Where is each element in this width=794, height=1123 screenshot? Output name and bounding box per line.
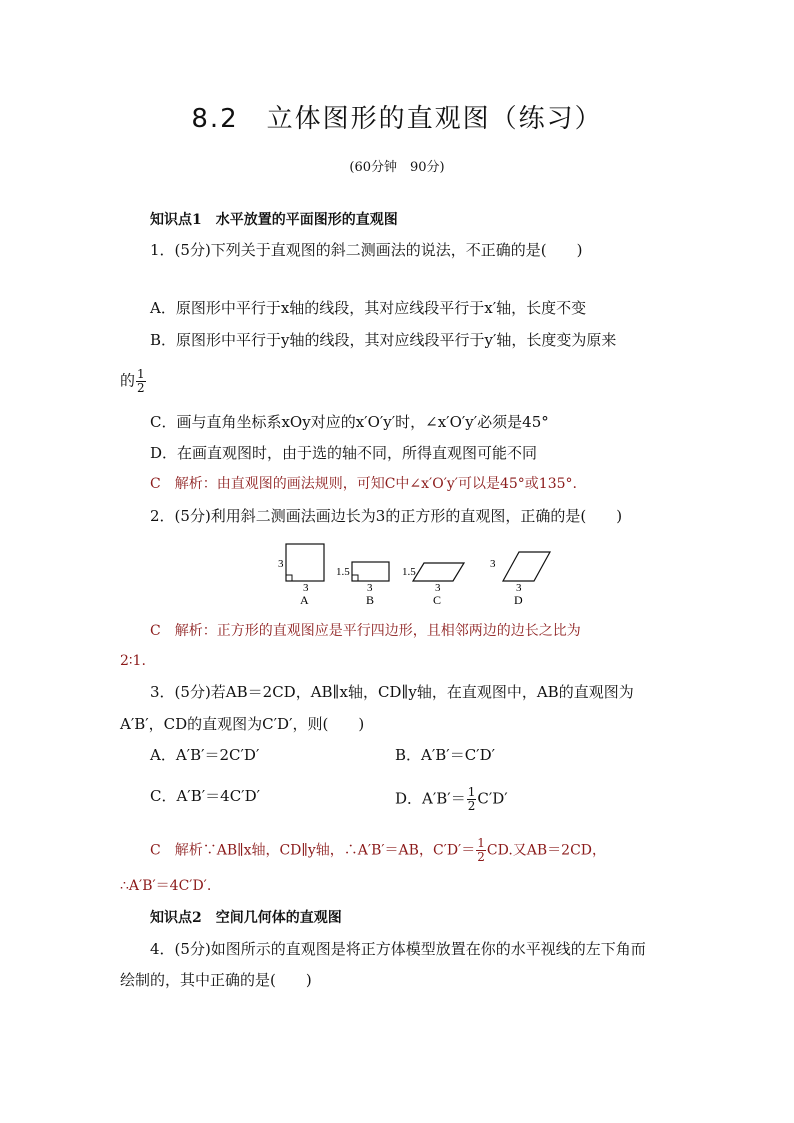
- q2-figure-d: [490, 552, 550, 607]
- figure-c-label: C: [433, 593, 442, 607]
- right-angle-mark: [352, 575, 358, 581]
- q3-answer: [150, 837, 606, 864]
- q1-answer: C 解析：由直观图的画法规则，可知C中∠x′O′y′可以是45°或135°.: [150, 476, 577, 492]
- q3-stem: 3．(5分)若AB＝2CD，AB∥x轴，CD∥y轴，在直观图中，AB的直观图为: [150, 683, 634, 701]
- figure-d-side: 3: [490, 558, 496, 570]
- q1-option-a: A．原图形中平行于x轴的线段，其对应线段平行于x′轴，长度不变: [150, 299, 587, 317]
- q4-stem: 4．(5分)如图所示的直观图是将正方体模型放置在你的水平视线的左下角而: [150, 940, 646, 958]
- q1-option-b-cont: [120, 368, 147, 395]
- q2-stem: 2．(5分)利用斜二测画法画边长为3的正方形的直观图，正确的是( ): [150, 507, 623, 525]
- q3-option-c: C．A′B′＝4C′D′: [150, 787, 261, 805]
- q1-option-b-tail: 的: [120, 371, 136, 390]
- figure-d-base: 3: [516, 582, 522, 594]
- q3-option-d-pre: D．A′B′＝: [395, 789, 466, 808]
- fraction-half: $\frac{1}{2}$: [477, 836, 485, 864]
- q3-answer-post: CD.又AB＝2CD，: [486, 842, 607, 859]
- right-angle-mark: [286, 575, 292, 581]
- q3-answer-pre: C 解析∵AB∥x轴，CD∥y轴，∴A′B′＝AB，C′D′＝: [150, 842, 476, 859]
- q3-option-b: B．A′B′＝C′D′: [395, 746, 496, 764]
- fraction-half: $\frac{1}{2}$: [467, 785, 476, 813]
- figure-c-side: 1.5: [402, 566, 416, 578]
- fraction-half: $\frac{1}{2}$: [137, 367, 145, 395]
- figure-b-base: 3: [367, 582, 373, 594]
- q2-figure-b: [336, 562, 389, 607]
- q3-option-d: [395, 786, 508, 813]
- figure-b-side: 1.5: [336, 566, 350, 578]
- q1-option-b: B．原图形中平行于y轴的线段，其对应线段平行于y′轴，长度变为原来: [150, 331, 617, 349]
- figure-b-label: B: [366, 593, 375, 607]
- q2-figure-c: [402, 563, 464, 607]
- figure-c-base: 3: [435, 582, 441, 594]
- q2-figure-a: [278, 544, 324, 607]
- parallelogram-shape: [503, 552, 550, 581]
- page-subtitle: (60分钟 90分): [349, 160, 445, 175]
- q3-option-a: A．A′B′＝2C′D′: [150, 746, 260, 764]
- section-heading-1: 知识点1 水平放置的平面图形的直观图: [150, 212, 398, 228]
- q1-option-d: D．在画直观图时，由于选的轴不同，所得直观图可能不同: [150, 444, 538, 462]
- figure-a-side: 3: [278, 558, 284, 570]
- q1-stem: 1．(5分)下列关于直观图的斜二测画法的说法，不正确的是( ): [150, 241, 583, 259]
- figure-d-label: D: [514, 593, 523, 607]
- q2-answer: C 解析：正方形的直观图应是平行四边形，且相邻两边的边长之比为: [150, 623, 581, 639]
- q3-stem-cont: A′B′，CD的直观图为C′D′，则( ): [120, 715, 365, 733]
- page-title: 8.2 立体图形的直观图（练习）: [191, 104, 603, 134]
- q2-answer-cont: 2∶1.: [120, 653, 146, 669]
- parallelogram-shape: [413, 563, 464, 581]
- q2-figure: [270, 538, 570, 610]
- q3-answer-cont: ∴A′B′＝4C′D′.: [120, 878, 212, 894]
- figure-a-base: 3: [303, 582, 309, 594]
- q3-option-d-post: C′D′: [477, 789, 508, 808]
- q1-option-c: C．画与直角坐标系xOy对应的x′O′y′时，∠x′O′y′必须是45°: [150, 413, 549, 431]
- q4-stem-cont: 绘制的，其中正确的是( ): [120, 971, 312, 989]
- figure-a-label: A: [300, 593, 309, 607]
- section-heading-2: 知识点2 空间几何体的直观图: [150, 910, 342, 926]
